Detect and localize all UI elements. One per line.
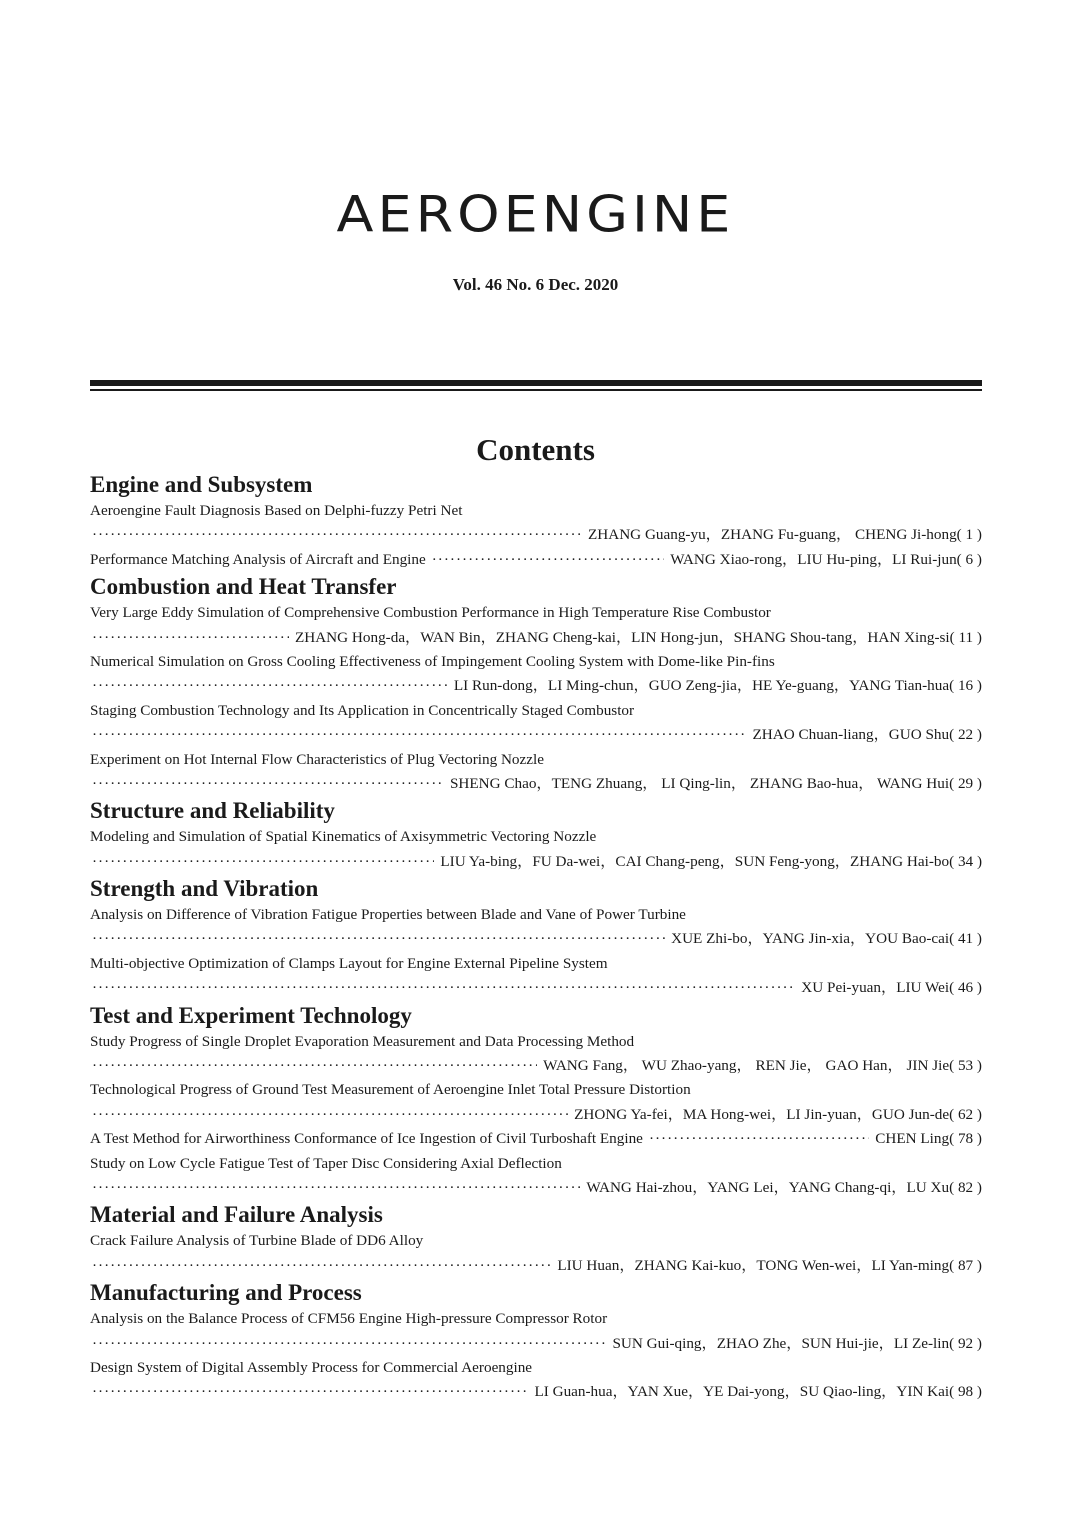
header-rule-thin	[90, 389, 982, 391]
article-authors: ZHONG Ya-fei，MA Hong-wei，LI Jin-yuan，GUO Jun-de( 62 )	[574, 1105, 982, 1123]
dot-leader	[92, 1176, 580, 1200]
contents-heading: Contents	[476, 432, 595, 467]
article-authors: WANG Hai-zhou，YANG Lei，YANG Chang-qi，LU Xu( 82 )	[586, 1178, 982, 1196]
toc-entry[interactable]	[90, 650, 982, 699]
article-title: Experiment on Hot Internal Flow Characteristics of Plug Vectoring Nozzle	[90, 750, 544, 768]
article-authors: WANG Fang， WU Zhao-yang， REN Jie， GAO Han， JIN Jie( 53 )	[543, 1057, 982, 1075]
dot-leader	[92, 626, 289, 650]
article-title: Study on Low Cycle Fatigue Test of Taper Disc Considering Axial Deflection	[90, 1154, 562, 1172]
section-title: Engine and Subsystem	[90, 472, 313, 497]
article-title: Very Large Eddy Simulation of Comprehensive Combustion Performance in High Temperature Rise Combustor	[90, 604, 771, 622]
article-title: Analysis on the Balance Process of CFM56 Engine High-pressure Compressor Rotor	[90, 1310, 608, 1328]
dot-leader	[92, 1332, 606, 1356]
section-title: Structure and Reliability	[90, 798, 335, 824]
toc-entry[interactable]	[90, 952, 982, 1001]
article-title: Design System of Digital Assembly Process for Commercial Aeroengine	[90, 1358, 533, 1376]
article-authors: LIU Huan，ZHANG Kai-kuo，TONG Wen-wei，LI Yan-ming( 87 )	[557, 1256, 982, 1274]
toc-entry[interactable]	[90, 601, 982, 650]
article-authors: SHENG Chao，TENG Zhuang， LI Qing-lin， ZHANG Bao-hua， WANG Hui( 29 )	[449, 774, 982, 792]
toc-entry[interactable]	[90, 748, 982, 797]
toc-entry[interactable]	[90, 903, 982, 952]
article-title: A Test Method for Airworthiness Conformance of Ice Ingestion of Civil Turboshaft Engine	[90, 1130, 643, 1148]
dot-leader	[92, 1054, 537, 1078]
article-authors: SUN Gui-qing，ZHAO Zhe，SUN Hui-jie，LI Ze-lin( 92 )	[612, 1334, 982, 1352]
article-title: Multi-objective Optimization of Clamps Layout for Engine External Pipeline System	[90, 954, 608, 972]
toc-section	[90, 1278, 982, 1405]
toc-section	[90, 796, 982, 874]
toc-entry[interactable]	[90, 499, 982, 548]
toc-section	[90, 470, 982, 572]
article-authors: LI Run-dong，LI Ming-chun，GUO Zeng-jia，HE Ye-guang，YANG Tian-hua( 16 )	[453, 677, 982, 695]
header-rule-thick	[90, 380, 982, 386]
article-authors: XUE Zhi-bo，YANG Jin-xia，YOU Bao-cai( 41 )	[671, 930, 982, 948]
article-title: Study Progress of Single Droplet Evaporation Measurement and Data Processing Method	[90, 1032, 635, 1050]
article-authors: ZHAO Chuan-liang，GUO Shu( 22 )	[752, 726, 982, 744]
toc-section	[90, 572, 982, 796]
toc-entry[interactable]	[90, 1229, 982, 1278]
dot-leader	[92, 523, 582, 547]
toc-entry[interactable]	[90, 1078, 982, 1127]
article-title: Crack Failure Analysis of Turbine Blade of DD6 Alloy	[90, 1232, 424, 1250]
dot-leader	[92, 723, 747, 747]
section-title: Material and Failure Analysis	[90, 1202, 383, 1228]
dot-leader	[92, 927, 665, 951]
dot-leader	[92, 1380, 528, 1404]
article-title: Modeling and Simulation of Spatial Kinematics of Axisymmetric Vectoring Nozzle	[90, 828, 597, 846]
dot-leader	[92, 772, 444, 796]
article-title: Staging Combustion Technology and Its Application in Concentrically Staged Combustor	[90, 701, 635, 719]
toc-section	[90, 1001, 982, 1201]
article-authors: CHEN Ling( 78 )	[875, 1130, 982, 1148]
article-title: Numerical Simulation on Gross Cooling Effectiveness of Impingement Cooling System with Dome-like Pin-fins	[90, 652, 775, 670]
toc-entry[interactable]	[90, 1152, 982, 1201]
article-title: Analysis on Difference of Vibration Fatigue Properties between Blade and Vane of Power Turbine	[90, 906, 686, 924]
toc-entry[interactable]	[90, 1030, 982, 1079]
article-authors: ZHANG Guang-yu，ZHANG Fu-guang， CHENG Ji-hong( 1 )	[588, 526, 982, 544]
article-authors: ZHANG Hong-da，WAN Bin，ZHANG Cheng-kai，LIN Hong-jun，SHANG Shou-tang，HAN Xing-si( 11 )	[294, 628, 982, 646]
toc-entry[interactable]	[90, 1307, 982, 1356]
toc-entry[interactable]	[90, 548, 982, 572]
dot-leader	[92, 674, 448, 698]
toc-entry[interactable]	[90, 1356, 982, 1405]
section-title: Strength and Vibration	[90, 876, 319, 902]
toc-entry[interactable]	[90, 699, 982, 748]
toc-section	[90, 874, 982, 1001]
dot-leader	[92, 976, 795, 1000]
toc-entry[interactable]	[90, 825, 982, 874]
dot-leader	[92, 1103, 568, 1127]
dot-leader	[92, 850, 434, 874]
section-title: Manufacturing and Process	[90, 1280, 362, 1306]
article-authors: XU Pei-yuan，LIU Wei( 46 )	[801, 979, 982, 997]
article-title: Performance Matching Analysis of Aircraft and Engine	[90, 550, 426, 568]
issue-info: Vol. 46 No. 6 Dec. 2020	[452, 275, 619, 294]
toc-entry[interactable]	[90, 1127, 982, 1151]
table-of-contents	[90, 470, 982, 1405]
article-title: Technological Progress of Ground Test Measurement of Aeroengine Inlet Total Pressure Distortion	[90, 1081, 691, 1099]
article-authors: LI Guan-hua，YAN Xue，YE Dai-yong，SU Qiao-ling，YIN Kai( 98 )	[534, 1383, 982, 1401]
section-title: Combustion and Heat Transfer	[90, 574, 397, 600]
dot-leader	[649, 1127, 869, 1151]
dot-leader	[92, 1254, 551, 1278]
article-authors: WANG Xiao-rong，LIU Hu-ping，LI Rui-jun( 6 )	[670, 550, 982, 568]
article-title: Aeroengine Fault Diagnosis Based on Delphi-fuzzy Petri Net	[90, 502, 463, 519]
article-authors: LIU Ya-bing，FU Da-wei，CAI Chang-peng，SUN Feng-yong，ZHANG Hai-bo( 34 )	[440, 852, 982, 870]
section-title: Test and Experiment Technology	[90, 1002, 412, 1028]
toc-section	[90, 1200, 982, 1278]
dot-leader	[432, 548, 665, 572]
journal-title: AEROENGINE	[336, 185, 735, 244]
